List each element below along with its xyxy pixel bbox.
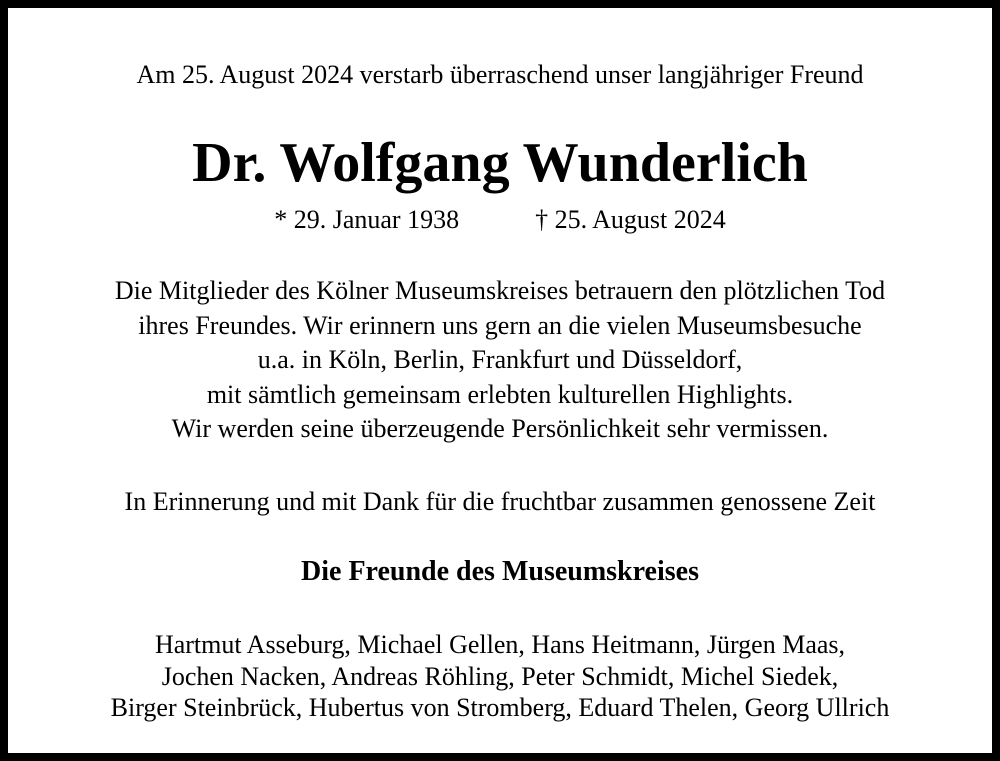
gratitude-line: In Erinnerung und mit Dank für die fruchtbar zusammen genossene Zeit [124,487,876,516]
condolence-line: mit sämtlich gemeinsam erlebten kulturellen Highlights. [206,379,794,409]
birth-date: * 29. Januar 1938 [274,205,460,234]
life-dates [8,203,992,237]
condolence-line: u.a. in Köln, Berlin, Frankfurt und Düsseldorf, [257,345,743,374]
signatory-names [8,629,992,724]
names-line: Birger Steinbrück, Hubertus von Stromberg, Eduard Thelen, Georg Ullrich [110,693,890,722]
condolence-line: Wir werden seine überzeugende Persönlichkeit sehr vermissen. [171,414,829,443]
condolence-line: Die Mitglieder des Kölner Museumskreises betrauern den plötzlichen Tod [114,276,886,305]
condolence-text [8,274,992,447]
names-line: Hartmut Asseburg, Michael Gellen, Hans Heitmann, Jürgen Maas, [154,630,846,659]
deceased-name: Dr. Wolfgang Wunderlich [192,132,808,194]
names-line: Jochen Nacken, Andreas Röhling, Peter Schmidt, Michel Siedek, [161,661,839,691]
intro-text: Am 25. August 2024 verstarb überraschend unser langjähriger Freund [136,60,864,89]
condolence-line: ihres Freundes. Wir erinnern uns gern an die vielen Museumsbesuche [138,310,862,340]
signature-heading: Die Freunde des Museumskreises [301,556,699,587]
death-date: † 25. August 2024 [535,205,726,234]
